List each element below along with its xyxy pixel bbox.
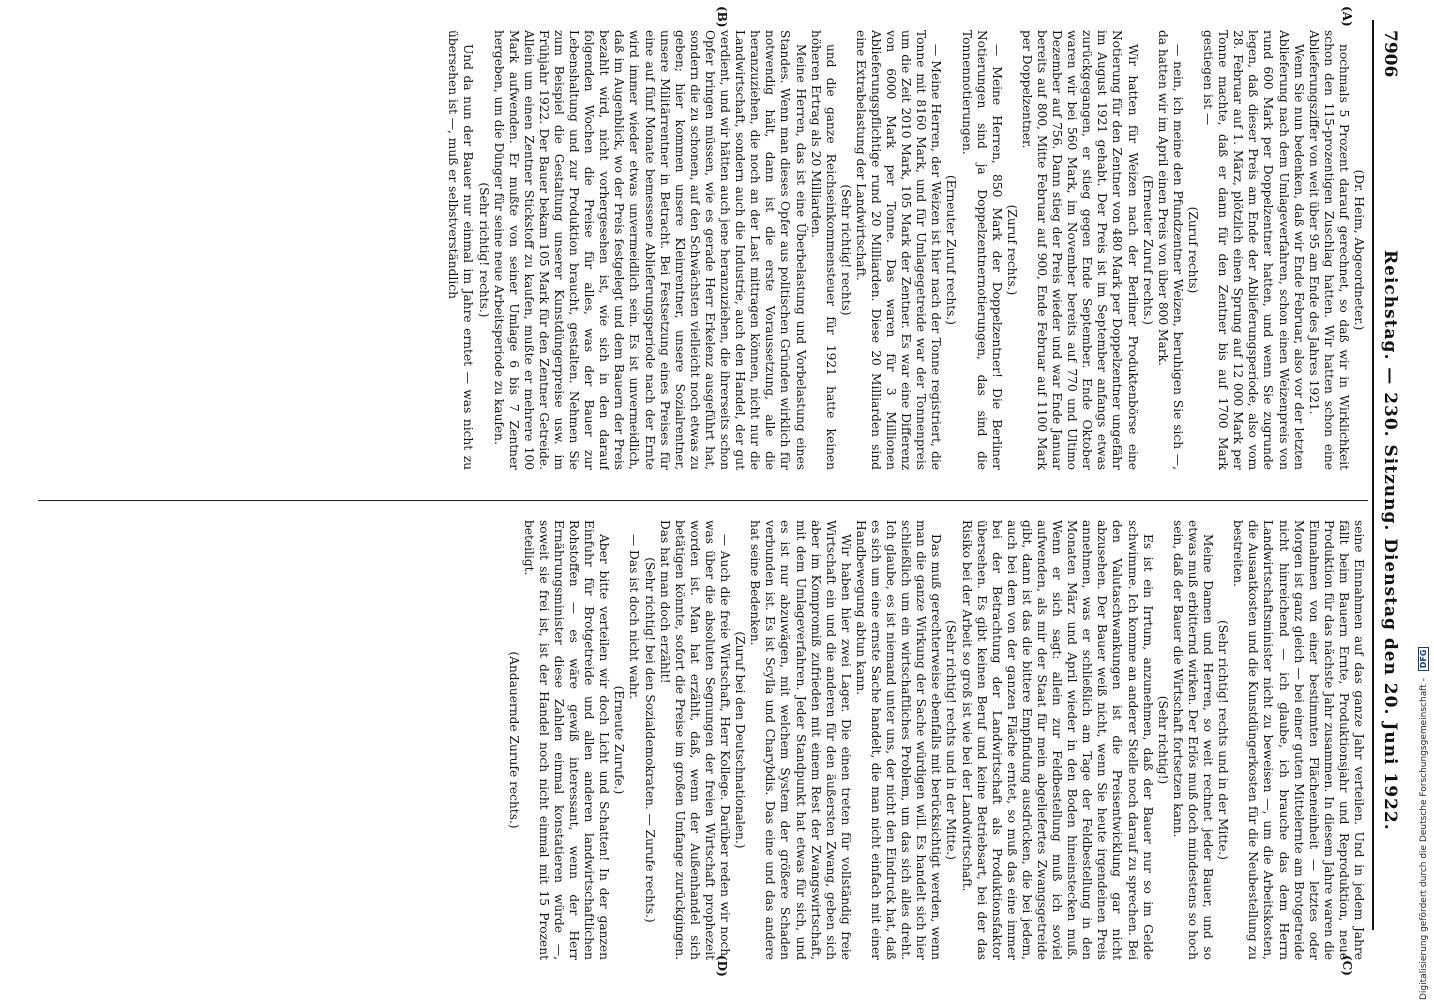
interjection: (Andauernde Zurufe rechts.) [506, 651, 521, 829]
right-column [26, 520, 1366, 960]
paragraph: und die ganze Reichseinkommensteuer für 1921 hatte keinen höheren Ertrag als 20 Milliarden. [808, 30, 838, 470]
paragraph: — Meine Herren, 850 Mark der Doppelzentner! Die Berliner Notierungen sind ja Doppelzentnernotierungen, das sind die Tonnennotierungen. [959, 30, 1004, 470]
paragraph: seine Einnahmen auf das ganze Jahr verteilen. Und in jedem Jahre fällt beim Bauern Ernte, Produktionsjahr und Reproduktion, neue Produktion für das nächste Jahr zusammen. In diesem Jahre waren die Einnahmen von einer bestimmten Flächeneinheit — letztes oder Morgen ist ganz gleich — bei einer guten Mittelernte am Brotgetreide nicht hinreichend — ich glaube, ich brauche das dem Herrn Landwirtschaftsminister nicht zu beweisen —, um die Arbeitskosten, die Ausaatkosten und die Kunstdüngerkosten für die Neubestellung zu bestreiten. [1231, 520, 1366, 960]
paragraph: — Das ist doch nicht wahr. [627, 534, 642, 699]
interjection: (Sehr richtig! rechts und in der Mitte.) [1216, 619, 1231, 861]
paragraph: — Auch die freie Wirtschaft, Herr Kollege. Darüber reden wir noch, was über die absoluten Segnungen der freien Wirtschaft prophezeit worden ist. Man hat erzählt, daß, wenn der Außenhandel sich betätigen könnte, sofort die Preise im großen Umfange zurückgingen. Das hat man doch erzählt! [657, 520, 733, 960]
page-number: 7906 [1380, 30, 1400, 78]
paragraph: Und da nun der Bauer nur einmal im Jahre erntet — was nicht zu übersehen ist —, muß er selbstverständlich [446, 30, 476, 470]
paragraph: Wir hatten für Weizen nach der Berliner Produktenbörse eine Notierung für den Zentner von 480 Mark per Doppelzentner ungefähr im August 1921 gehabt. Der Preis ist im September anfangs etwas zurückgegangen, er stieg gegen Ende September. Ende Oktober waren wir bei 560 Mark, im November bereits auf 770 und Ultimo Dezember auf 756. Dann stieg der Preis wieder und war Ende Januar bereits auf 800, Mitte Februar auf 900, Ende Februar auf 1100 Mark per Doppelzentner. [1019, 30, 1140, 470]
interjection: (Sehr richtig! bei den Sozialdemokraten. — Zurufe rechts.) [642, 557, 657, 923]
paragraph: Wenn Sie nun bedenken, daß wir Ende Februar, also vor der letzten Ablieferung nach dem Umlageverfahren, schon einen Weizenpreis von rund 600 Mark per Doppelzentner hatten, und wenn Sie zugrunde legen, daß dieser Preis am Ende der Ablieferungsperiode, also vom 28. Februar auf 1. März, plötzlich einen Sprung auf 12 000 Mark per Tonne machte, daß er dann für den Zentner bis auf 1700 Mark gestiegen ist — [1201, 30, 1306, 470]
interjection: (Erneute Zurufe.) [612, 685, 627, 795]
interjection: (Sehr richtig! rechts und in der Mitte.) [944, 619, 959, 861]
paragraph: Wir haben hier zwei Lager. Die einen treten für vollständig freie Wirtschaft ein und die anderen für den äußersten Zwang, geben sich aber im Kompromiß zufrieden mit einem Rest der Zwangswirtschaft, mit dem Umlageverfahren. Jeder Standpunkt hat etwas für sich, und es ist nur abzuwägen, mit welchem System der größere Schaden verbunden ist. Es ist Scylla und Charybdis. Das eine und das andere hat seine Bedenken. [748, 520, 853, 960]
interjection: (Zuruf bei den Deutschnationalen.) [733, 631, 748, 849]
page-header-title: Reichstag. — 230. Sitzung. Dienstag den 20. Juni 1922. [1380, 250, 1400, 831]
margin-mark-c: (C) [1340, 955, 1354, 976]
footer-credit: Digitalisierung gefördert durch die Deutsche Forschungsgemeinschaft - [1419, 678, 1429, 1000]
dfg-logo: DFG [1418, 647, 1429, 672]
margin-mark-a: (A) [1340, 6, 1354, 27]
paragraph: Es ist ein Irrtum, anzunehmen, daß der Bauer nur so im Gelde schwimme. Ich komme an anderer Stelle noch darauf zu sprechen. Bei den Valutaschwankungen ist die Preisentwicklung gar nicht abzusehen. Der Bauer weiß nicht, wenn Sie heute irgendeinen Preis annehmen, was er schließlich am Tage der Feldbestellung in den Monaten März und April wieder in den Boden hineinstecken muß. Wenn er sich sagt: allein zur Feldbestellung muß ich soviel aufwenden, als mir der Staat für mein abgeliefertes Zwangsgetreide gibt, dann ist das die bittere Empfindung ausdrücken, die bei jedem, auch bei dem von der ganzen Fläche erntet, so muß das eine immer bei der Betrachtung der Landwirtschaft als Produktionsfaktor übersehen. Es gibt keinen Beruf und keine Betriebsart, bei der das Risiko bei der Arbeit so groß ist wie bei der Landwirtschaft. [959, 520, 1155, 960]
left-column [26, 30, 1366, 470]
interjection: (Erneuter Zuruf rechts.) [944, 174, 959, 326]
interjection: (Zuruf rechts.) [1004, 204, 1019, 296]
paragraph: Aber bitte verteilen wir doch Licht und Schatten! In der ganzen Einfuhr für Brotgetreide und allen anderen landwirtschaftlichen Rohstoffen — es wäre gewiß interessant, wenn der Herr Ernährungsminister diese Zahlen einmal konstatieren würde —, soweit sie frei ist, ist der Handel noch nicht einmal mit 15 Prozent beteiligt. [521, 520, 612, 960]
interjection: (Erneuter Zuruf rechts.) [1140, 174, 1155, 326]
paragraph: Meine Herren, das ist eine Überbelastung und Vorbelastung eines Standes. Wenn man dieses Opfer aus politischen Gründen wirklich für notwendig hält, dann ist die erste Voraussetzung, alle die heranzuziehen, die noch an der Last mittragen können, nicht nur die Landwirtschaft, sondern auch die Industrie, auch den Handel, der gut verdient, und wir hätten auch jene heranzuziehen, die ihrerseits schon Opfer bringen müssen, wie es gerade Herr Erkelenz ausgeführt hat, sondern die zu schonen, auf den Schwächsten vielleicht noch etwas zu geben; hier kommen unsere Kleinrentner, unsere Sozialrentner, unsere Militärrentner in Betracht. Bei Festsetzung eines Preises für eine auf fünf Monate bemessene Ablieferungsperiode nach der Ernte wird immer wieder etwas unvermeidlich sein. Es ist unvermeidlich, daß im Augenblick, wo der Preis festgelegt und dem Bauern der Preis bezahlt wird, nicht vorhergesehen ist, wie sich in den darauf folgenden Wochen die Preise für alles, was der Bauer zur Lebenshaltung und zur Produktion braucht, gestalten. Nehmen Sie zum Beispiel die Gestaltung unserer Kunstdüngerpreise usw. im Frühjahr 1922. Der Bauer bekam 105 Mark für den Zentner Getreide. Allein um einen Zentner Stickstoff zu kaufen, mußte er mehrere 100 Mark aufwenden. Er mußte von seiner Umlage 6 bis 7 Zentner hergeben, um die Dünger für seine neue Arbeitsperiode zu kaufen. [491, 30, 808, 470]
header-rule [1372, 20, 1374, 930]
column-divider [38, 500, 1368, 501]
paragraph: nochmals 5 Prozent darauf gerechnet, so daß wir in Wirklichkeit schon den 115-prozentigen Zuschlag hatten. Wir hatten schon eine Ablieferungsziffer von weit über 95 am Ende des Jahres 1921. [1306, 30, 1351, 470]
margin-mark-d: (D) [715, 955, 729, 977]
paragraph: — Meine Herren, der Weizen ist hier nach der Tonne registriert, die Tonne mit 8160 Mark, und für Umlagegetreide war der Tonnenpreis um die Zeit 2010 Mark, 105 Mark der Zentner. Es war eine Differenz von 6000 Mark per Tonne. Das waren für 3 Millionen Ablieferungspflichtige rund 20 Milliarden. Diese 20 Milliarden sind eine Extrabelastung der Landwirtschaft. [853, 30, 944, 470]
paragraph: — nein, ich meine den Pfundzentner Weizen, beruhigen Sie sich —, da hatten wir im April einen Preis von über 800 Mark. [1155, 30, 1185, 470]
interjection: (Sehr richtig!) [1155, 695, 1170, 785]
interjection: (Dr. Heim, Abgeordneter.) [1352, 169, 1366, 331]
paragraph: Das muß gerechterweise ebenfalls mit berücksichtigt werden, wenn man die ganze Wirkung der Sache würdigen will. Es handelt sich hier schließlich um ein wirtschaftliches Problem, um das sich alles dreht. Ich glaube, es ist niemand unter uns, der nicht den Eindruck hat, daß es sich um eine ernste Sache handelt, die man nicht einfach mit einer Handbewegung abtun kann. [853, 520, 944, 960]
margin-mark-b: (B) [715, 6, 729, 28]
interjection: (Zuruf rechts) [1185, 206, 1200, 294]
paragraph: Meine Damen und Herren, so weit rechnet jeder Bauer, und so etwas muß erbitternd wirken. Der Erlös muß doch mindestens so hoch sein, daß der Bauer die Wirtschaft fortsetzen kann. [1170, 520, 1216, 960]
interjection: (Sehr richtig! rechts.) [476, 182, 491, 318]
interjection: (Sehr richtig! rechts) [838, 184, 853, 316]
digitization-footer [1418, 600, 1434, 1000]
